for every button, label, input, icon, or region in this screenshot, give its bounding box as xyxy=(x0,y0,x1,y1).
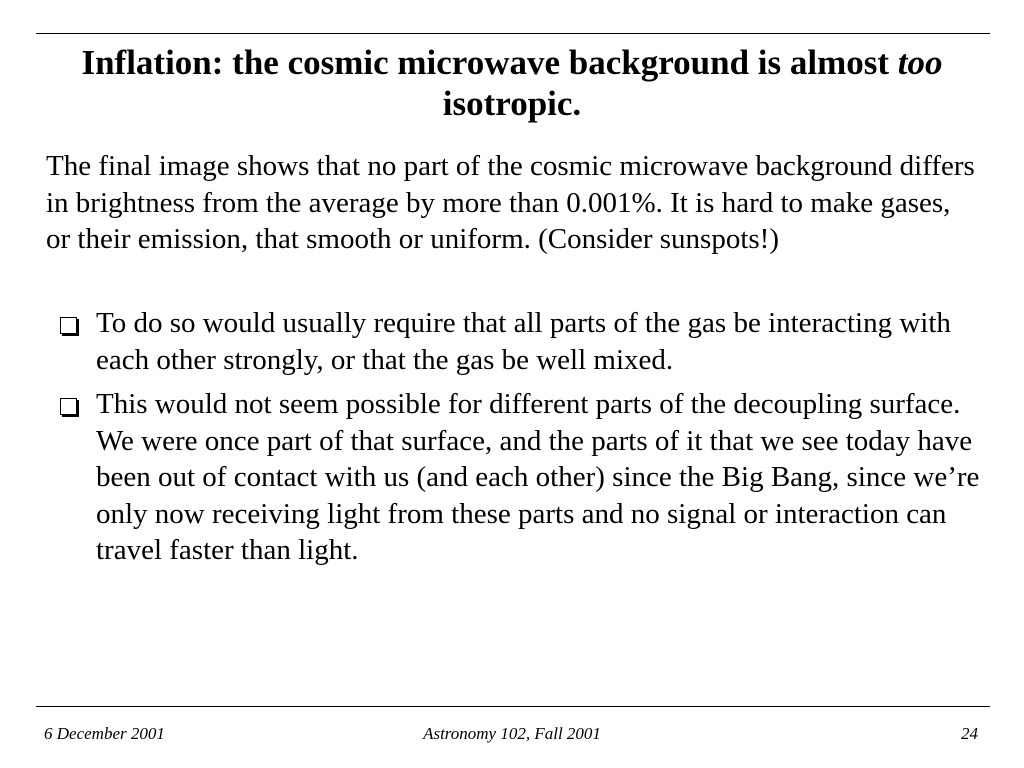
slide-title-part1: Inflation: the cosmic microwave background is almost xyxy=(81,43,898,82)
bullet-text: To do so would usually require that all parts of the gas be interacting with each other strongly, or that the gas be well mixed. xyxy=(96,307,951,376)
footer-page-number: 24 xyxy=(961,724,978,743)
checkbox-icon xyxy=(60,317,77,334)
intro-paragraph: The final image shows that no part of the cosmic microwave background differs in brightness from the average by more than 0.001%. It is hard to make gases, or their emission, that smooth or uniform. (Consider sunspots!) xyxy=(46,150,975,255)
top-divider xyxy=(36,33,990,34)
checkbox-icon xyxy=(60,398,77,415)
slide-title-emphasis: too xyxy=(897,43,943,82)
footer-date: 6 December 2001 xyxy=(44,724,165,743)
bottom-divider xyxy=(36,706,990,707)
bullet-item xyxy=(58,305,988,378)
bullet-list xyxy=(58,305,988,577)
footer-course: Astronomy 102, Fall 2001 xyxy=(423,724,601,743)
slide-title xyxy=(40,42,984,124)
bullet-item xyxy=(58,386,988,569)
slide-title-part2: isotropic. xyxy=(442,84,582,123)
bullet-text: This would not seem possible for different parts of the decoupling surface. We were once part of that surface, and the parts of it that we see today have been out of contact with us (and each other) since the Big Bang, since we’re only now receiving light from these parts and no signal or interaction can travel faster than light. xyxy=(96,388,980,566)
